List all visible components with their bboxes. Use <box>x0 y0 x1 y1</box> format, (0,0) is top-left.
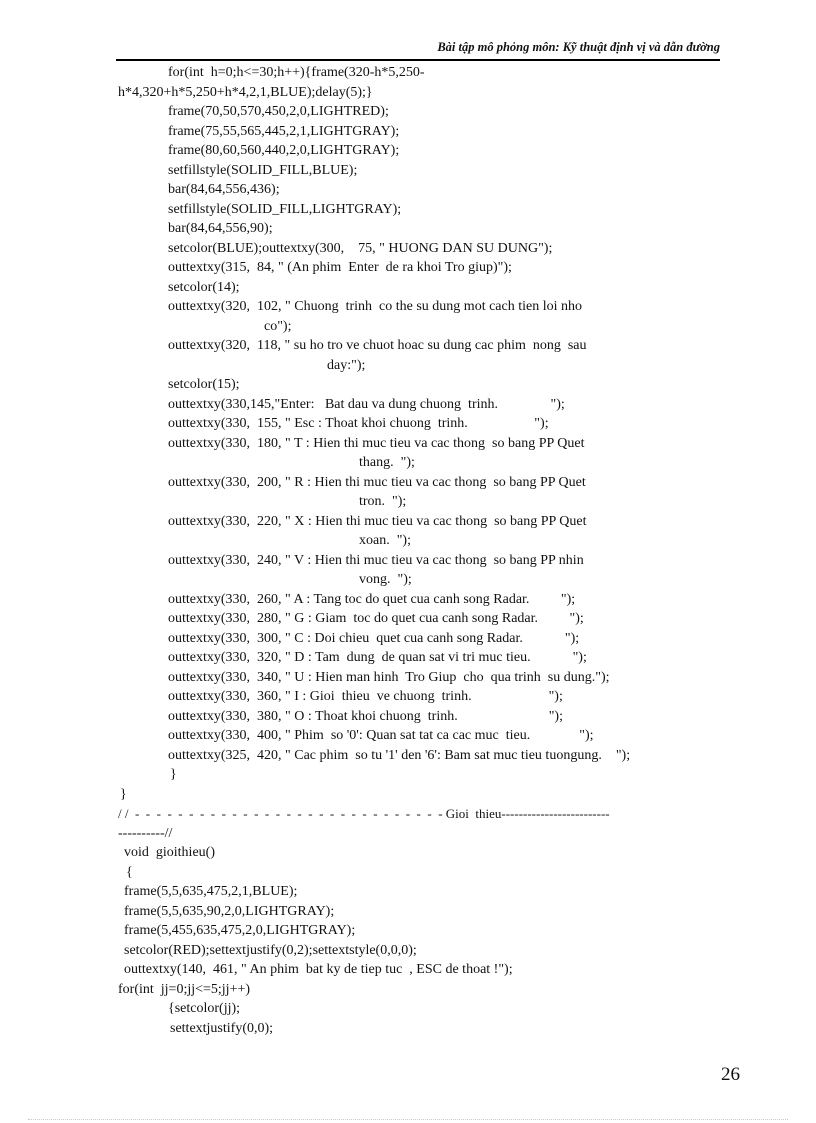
code-line: } <box>170 767 177 782</box>
code-line: outtextxy(330, 300, " C : Doi chieu quet cua canh song Radar. "); <box>168 631 580 646</box>
page-number: 26 <box>721 1064 740 1085</box>
code-line: outtextxy(330,145,"Enter: Bat dau va dung chuong trinh. "); <box>168 397 565 412</box>
code-line: outtextxy(140, 461, " An phim bat ky de tiep tuc , ESC de thoat !"); <box>124 962 513 977</box>
code-line: } <box>120 787 127 802</box>
code-line: void gioithieu() <box>124 845 215 860</box>
code-line: for(int h=0;h<=30;h++){frame(320-h*5,250- <box>168 65 425 80</box>
code-line: frame(80,60,560,440,2,0,LIGHTGRAY); <box>168 143 400 158</box>
code-line: bar(84,64,556,90); <box>168 221 273 236</box>
code-line: tron. "); <box>359 494 407 509</box>
code-line: thang. "); <box>359 455 415 470</box>
code-line: outtextxy(330, 360, " I : Gioi thieu ve chuong trinh. "); <box>168 689 563 704</box>
code-line: frame(5,5,635,475,2,1,BLUE); <box>124 884 298 899</box>
code-line: outtextxy(330, 220, " X : Hien thi muc tieu va cac thong so bang PP Quet <box>168 514 587 529</box>
code-line: outtextxy(315, 84, " (An phim Enter de ra khoi Tro giup)"); <box>168 260 512 275</box>
code-line: outtextxy(330, 380, " O : Thoat khoi chuong trinh. "); <box>168 709 563 724</box>
code-line: outtextxy(330, 320, " D : Tam dung de quan sat vi tri muc tieu. "); <box>168 650 587 665</box>
code-line: co"); <box>264 319 292 334</box>
section-separator: / / - - - - - - - - - - - - - - - - - - - - - - - - - - - - - Gioi thieu------------------------- <box>118 806 610 821</box>
section-separator-cont: ----------// <box>118 826 173 841</box>
code-line: vong. "); <box>359 572 412 587</box>
code-line: frame(75,55,565,445,2,1,LIGHTGRAY); <box>168 124 400 139</box>
code-line: settextjustify(0,0); <box>170 1021 274 1036</box>
code-line: outtextxy(330, 340, " U : Hien man hinh Tro Giup cho qua trinh su dung."); <box>168 670 610 685</box>
code-line: setcolor(BLUE);outtextxy(300, 75, " HUONG DAN SU DUNG"); <box>168 241 553 256</box>
code-line: bar(84,64,556,436); <box>168 182 280 197</box>
code-line: setcolor(RED);settextjustify(0,2);settextstyle(0,0,0); <box>124 943 417 958</box>
code-line: h*4,320+h*5,250+h*4,2,1,BLUE);delay(5);} <box>118 85 373 100</box>
code-line: outtextxy(330, 260, " A : Tang toc do quet cua canh song Radar. "); <box>168 592 576 607</box>
code-line: { <box>126 865 133 880</box>
code-line: setfillstyle(SOLID_FILL,BLUE); <box>168 163 358 178</box>
code-line: outtextxy(330, 180, " T : Hien thi muc tieu va cac thong so bang PP Quet <box>168 436 585 451</box>
code-line: outtextxy(325, 420, " Cac phim so tu '1' den '6': Bam sat muc tieu tuongung. "); <box>168 748 631 763</box>
code-line: setcolor(15); <box>168 377 240 392</box>
code-line: outtextxy(330, 240, " V : Hien thi muc tieu va cac thong so bang PP nhin <box>168 553 584 568</box>
code-line: day:"); <box>327 358 366 373</box>
code-line: xoan. "); <box>359 533 411 548</box>
code-line: outtextxy(320, 102, " Chuong trinh co the su dung mot cach tien loi nho <box>168 299 582 314</box>
code-line: {setcolor(jj); <box>168 1001 241 1016</box>
footer-dotted-rule <box>28 1119 788 1120</box>
code-line: outtextxy(330, 200, " R : Hien thi muc tieu va cac thong so bang PP Quet <box>168 475 586 490</box>
page-header-title: Bài tập mô phỏng môn: Kỹ thuật định vị và dẫn đường <box>437 40 720 54</box>
code-line: outtextxy(330, 280, " G : Giam toc do quet cua canh song Radar. "); <box>168 611 584 626</box>
code-line: frame(5,5,635,90,2,0,LIGHTGRAY); <box>124 904 335 919</box>
header-rule <box>116 59 720 61</box>
code-line: for(int jj=0;jj<=5;jj++) <box>118 982 251 997</box>
code-line: setfillstyle(SOLID_FILL,LIGHTGRAY); <box>168 202 402 217</box>
code-line: outtextxy(330, 155, " Esc : Thoat khoi chuong trinh. "); <box>168 416 549 431</box>
code-line: setcolor(14); <box>168 280 240 295</box>
code-line: outtextxy(330, 400, " Phim so '0': Quan sat tat ca cac muc tieu. "); <box>168 728 594 743</box>
code-line: frame(5,455,635,475,2,0,LIGHTGRAY); <box>124 923 356 938</box>
code-line: outtextxy(320, 118, " su ho tro ve chuot hoac su dung cac phim nong sau <box>168 338 587 353</box>
code-line: frame(70,50,570,450,2,0,LIGHTRED); <box>168 104 389 119</box>
